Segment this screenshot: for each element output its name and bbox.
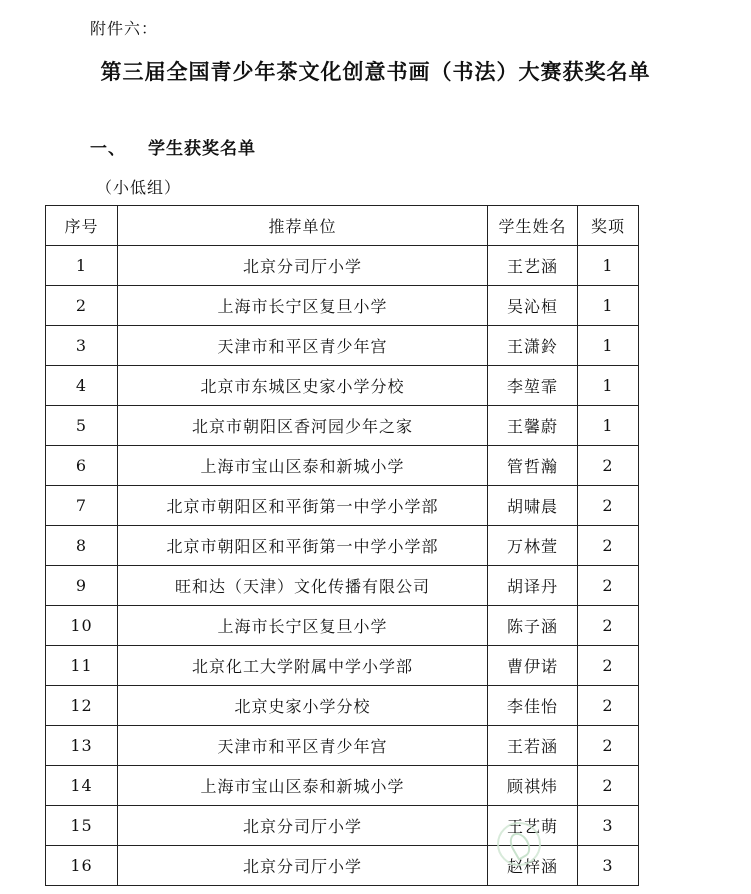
cell-no: 3 (46, 326, 118, 366)
table-row (46, 806, 639, 846)
cell-name: 王艺萌 (488, 806, 578, 846)
section-heading-text: 学生获奖名单 (148, 139, 256, 159)
table-row (46, 646, 639, 686)
cell-award: 2 (578, 686, 639, 726)
cell-no: 9 (46, 566, 118, 606)
cell-award: 3 (578, 846, 639, 886)
cell-no: 16 (46, 846, 118, 886)
section-number: 一、 (90, 139, 126, 159)
cell-unit: 北京分司厅小学 (118, 846, 488, 886)
table-row (46, 366, 639, 406)
section-heading (90, 134, 256, 159)
cell-unit: 北京史家小学分校 (118, 686, 488, 726)
table-row (46, 446, 639, 486)
cell-unit: 旺和达（天津）文化传播有限公司 (118, 566, 488, 606)
table-row (46, 526, 639, 566)
cell-name: 胡啸晨 (488, 486, 578, 526)
cell-name: 李堃霏 (488, 366, 578, 406)
awards-table (45, 205, 639, 886)
cell-no: 14 (46, 766, 118, 806)
cell-name: 吴沁桓 (488, 286, 578, 326)
cell-award: 2 (578, 446, 639, 486)
cell-award: 2 (578, 646, 639, 686)
table-body (46, 246, 639, 886)
leaf-circle-icon (497, 822, 541, 866)
cell-unit: 上海市长宁区复旦小学 (118, 606, 488, 646)
cell-name: 陈子涵 (488, 606, 578, 646)
cell-no: 13 (46, 726, 118, 766)
cell-award: 1 (578, 406, 639, 446)
cell-award: 1 (578, 246, 639, 286)
cell-award: 2 (578, 606, 639, 646)
table-row (46, 566, 639, 606)
cell-name: 王艺涵 (488, 246, 578, 286)
cell-unit: 北京分司厅小学 (118, 806, 488, 846)
cell-award: 2 (578, 526, 639, 566)
table-row (46, 846, 639, 886)
group-label: （小低组） (96, 178, 182, 197)
cell-award: 3 (578, 806, 639, 846)
cell-name: 王馨蔚 (488, 406, 578, 446)
table-row (46, 286, 639, 326)
cell-unit: 北京市东城区史家小学分校 (118, 366, 488, 406)
cell-no: 5 (46, 406, 118, 446)
attachment-label: 附件六： (90, 19, 159, 38)
cell-name: 赵梓涵 (488, 846, 578, 886)
cell-name: 管哲瀚 (488, 446, 578, 486)
table-row (46, 246, 639, 286)
cell-no: 10 (46, 606, 118, 646)
cell-no: 2 (46, 286, 118, 326)
header-name: 学生姓名 (488, 206, 578, 246)
header-no: 序号 (46, 206, 118, 246)
cell-no: 12 (46, 686, 118, 726)
cell-unit: 北京市朝阳区香河园少年之家 (118, 406, 488, 446)
cell-unit: 上海市宝山区泰和新城小学 (118, 766, 488, 806)
table-row (46, 686, 639, 726)
table-header-row (46, 206, 639, 246)
cell-no: 7 (46, 486, 118, 526)
cell-no: 6 (46, 446, 118, 486)
cell-award: 1 (578, 366, 639, 406)
cell-name: 王潇鈴 (488, 326, 578, 366)
cell-no: 15 (46, 806, 118, 846)
cell-unit: 天津市和平区青少年宫 (118, 726, 488, 766)
header-unit: 推荐单位 (118, 206, 488, 246)
cell-no: 8 (46, 526, 118, 566)
cell-name: 李佳怡 (488, 686, 578, 726)
table-row (46, 606, 639, 646)
cell-award: 2 (578, 486, 639, 526)
cell-award: 2 (578, 726, 639, 766)
document-title: 第三届全国青少年茶文化创意书画（书法）大赛获奖名单 (100, 60, 651, 84)
cell-award: 2 (578, 766, 639, 806)
cell-name: 胡译丹 (488, 566, 578, 606)
table-row (46, 726, 639, 766)
table-row (46, 406, 639, 446)
cell-name: 王若涵 (488, 726, 578, 766)
cell-unit: 上海市长宁区复旦小学 (118, 286, 488, 326)
table-row (46, 486, 639, 526)
cell-name: 曹伊诺 (488, 646, 578, 686)
cell-award: 1 (578, 326, 639, 366)
cell-unit: 北京市朝阳区和平街第一中学小学部 (118, 486, 488, 526)
cell-name: 万林萱 (488, 526, 578, 566)
cell-no: 11 (46, 646, 118, 686)
cell-no: 1 (46, 246, 118, 286)
cell-no: 4 (46, 366, 118, 406)
cell-award: 2 (578, 566, 639, 606)
header-award: 奖项 (578, 206, 639, 246)
table-row (46, 766, 639, 806)
cell-unit: 北京市朝阳区和平街第一中学小学部 (118, 526, 488, 566)
cell-unit: 上海市宝山区泰和新城小学 (118, 446, 488, 486)
cell-name: 顾祺炜 (488, 766, 578, 806)
cell-award: 1 (578, 286, 639, 326)
cell-unit: 北京分司厅小学 (118, 246, 488, 286)
cell-unit: 北京化工大学附属中学小学部 (118, 646, 488, 686)
table-row (46, 326, 639, 366)
cell-unit: 天津市和平区青少年宫 (118, 326, 488, 366)
